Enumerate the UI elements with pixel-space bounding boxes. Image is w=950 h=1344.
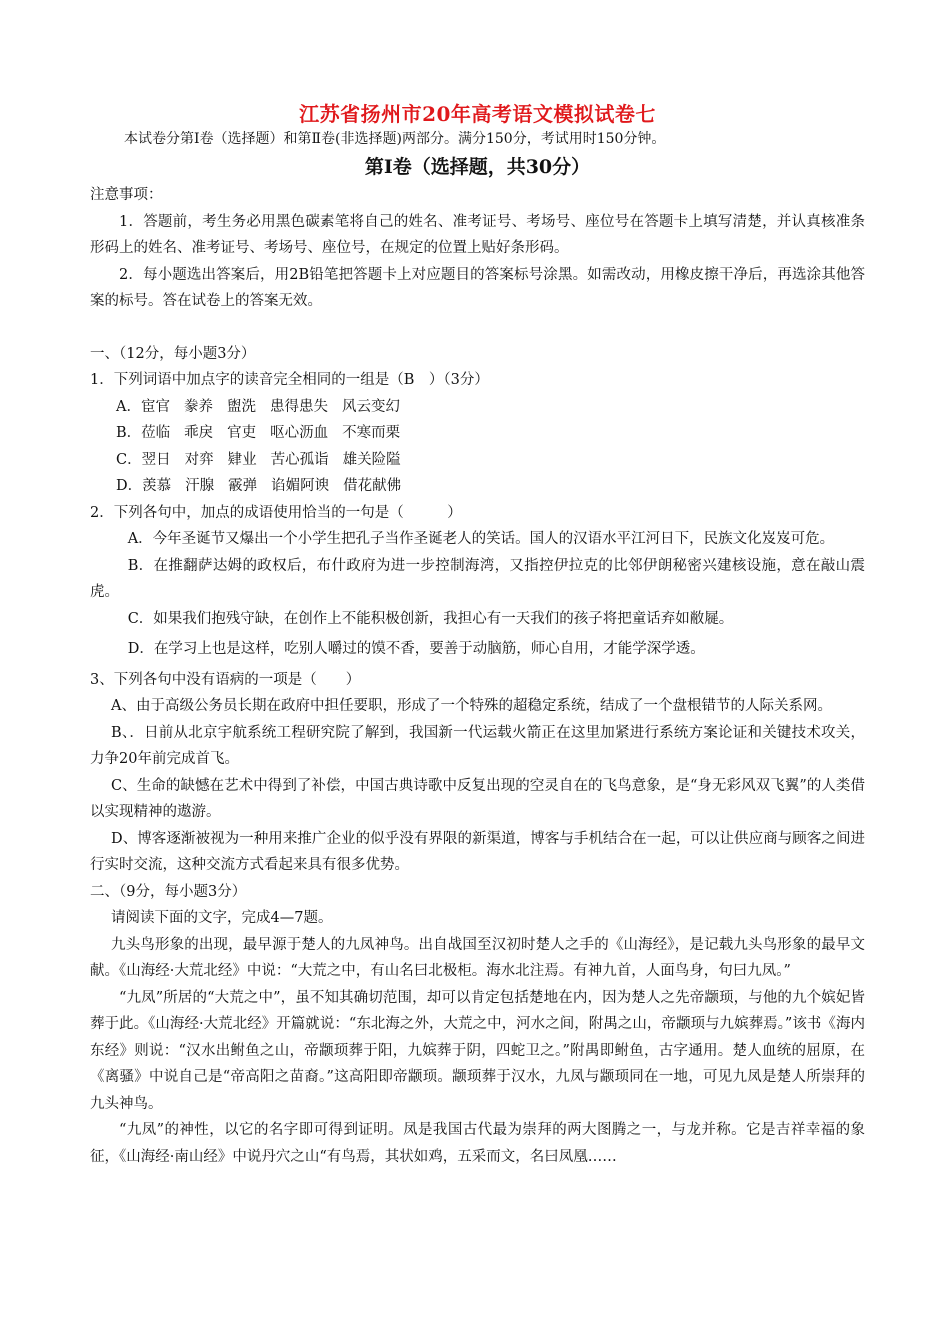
- q2-option-d: D．在学习上也是这样，吃别人嚼过的馍不香，要善于动脑筋，师心自用，才能学深学透。: [127, 641, 705, 657]
- part1-title: 第Ⅰ卷（选择题，共30分）: [364, 156, 591, 178]
- q3-option-d: D、博客逐渐被视为一种用来推广企业的似乎没有界限的新渠道，博客与手机结合在一起，可以让供应商与顾客之间进行实时交流，这种交流方式看起来具有很多优势。: [90, 830, 865, 873]
- option-word: 翌日: [141, 451, 171, 468]
- section1-heading: 一、（12分，每小题3分）: [90, 345, 256, 362]
- option-label: C．: [116, 451, 142, 468]
- option-word: 不寒而栗: [342, 425, 401, 441]
- option-word: 莅临: [141, 425, 171, 441]
- notice-heading: 注意事项：: [90, 187, 163, 203]
- option-word: 雄关险隘: [342, 451, 401, 468]
- q2-option-b: B．在推翻萨达姆的政权后，布什政府为进一步控制海湾，又指控伊拉克的比邻伊朗秘密兴建核设施，意在敲山震虎。: [90, 557, 865, 600]
- exam-page: [90, 100, 865, 1170]
- q1-option-a: [90, 394, 865, 421]
- option-word: 豢养: [183, 398, 213, 415]
- notice-item-1: 1．答题前，考生务必用黑色碳素笔将自己的姓名、准考证号、考场号、座位号在答题卡上填写清楚，并认真核准条形码上的姓名、准考证号、考场号、座位号，在规定的位置上贴好条形码。: [90, 213, 865, 256]
- exam-title: 江苏省扬州市20年高考语文模拟试卷七: [299, 102, 656, 126]
- option-word: 借花献佛: [343, 478, 402, 494]
- option-label: A．: [116, 398, 141, 415]
- q2-option-c: C．如果我们抱残守缺，在创作上不能积极创新，我担心有一天我们的孩子将把童话弃如敝屣。: [127, 610, 734, 627]
- q3-stem: 3、下列各句中没有语病的一项是（ ）: [90, 671, 361, 688]
- section2-heading: 二、（9分，每小题3分）: [90, 883, 247, 900]
- q3-option-b: B、．日前从北京宇航系统工程研究院了解到，我国新一代运载火箭正在这里加紧进行系统方案论证和关键技术攻关，力争20年前完成首飞。: [90, 724, 865, 767]
- exam-intro: 本试卷分第Ⅰ卷（选择题）和第Ⅱ卷(非选择题)两部分。满分150分，考试用时150分钟。: [124, 131, 666, 147]
- option-word: 风云变幻: [341, 398, 400, 415]
- option-word: 宦官: [140, 398, 170, 415]
- q3-option-c: C、生命的缺憾在艺术中得到了补偿，中国古典诗歌中反复出现的空灵自在的飞鸟意象，是“身无彩风双飞翼”的人类借以实现精神的遨游。: [90, 777, 865, 820]
- option-word: 患得患失: [269, 398, 328, 415]
- option-word: 对弈: [184, 451, 214, 468]
- reading-paragraph-3: “九凤”的神性，以它的名字即可得到证明。凤是我国古代最为崇拜的两大图腾之一，与龙并称。它是吉祥幸福的象征，《山海经·南山经》中说丹穴之山“有鸟焉，其状如鸡，五采而文，名曰凤凰……: [90, 1122, 865, 1165]
- q1-option-d: [90, 473, 865, 500]
- option-label: B．: [116, 425, 142, 441]
- reading-paragraph-2: “九凤”所居的“大荒之中”，虽不知其确切范围，却可以肯定包括楚地在内，因为楚人之先帝颛顼，与他的九个嫔妃皆葬于此。《山海经·大荒北经》开篇就说：“东北海之外，大荒之中，河水之间，附禺之山，帝颛顼与九嫔葬焉。”该书《海内东经》则说：“汉水出鲋鱼之山，帝颛顼葬于阳，九嫔葬于阴，四蛇卫之。”附禺即鲋鱼，古字通用。楚人血统的屈原，在《离骚》中说自己是“帝高阳之苗裔。”这高阳即帝颛顼。颛顼葬于汉水，九凤与颛顼同在一地，可见九凤是楚人所崇拜的九头神鸟。: [90, 989, 865, 1112]
- option-word: 呕心沥血: [270, 425, 329, 441]
- option-word: 谄媚阿谀: [271, 478, 330, 494]
- option-word: 羡慕: [142, 478, 172, 494]
- reading-instruction: 请阅读下面的文字，完成4—7题。: [111, 910, 333, 926]
- option-word: 肄业: [227, 451, 257, 468]
- q1-stem: 1．下列词语中加点字的读音完全相同的一组是（B ）（3分）: [90, 372, 489, 388]
- q2-option-a: A．今年圣诞节又爆出一个小学生把孔子当作圣诞老人的笑话。国人的汉语水平江河日下，民族文化岌岌可危。: [127, 531, 835, 547]
- q2-stem: 2．下列各句中，加点的成语使用恰当的一句是（ ）: [90, 504, 462, 521]
- notice-item-2: 2．每小题选出答案后，用2B铅笔把答题卡上对应题目的答案标号涂黑。如需改动，用橡皮擦干净后，再选涂其他答案的标号。答在试卷上的答案无效。: [90, 266, 865, 309]
- q3-option-a: A、由于高级公务员长期在政府中担任要职，形成了一个特殊的超稳定系统，结成了一个盘根错节的人际关系网。: [111, 698, 832, 714]
- option-word: 乖戾: [184, 425, 214, 441]
- reading-paragraph-1: 九头鸟形象的出现，最早源于楚人的九凤神鸟。出自战国至汉初时楚人之手的《山海经》，是记载九头鸟形象的最早文献。《山海经·大荒北经》中说：“大荒之中，有山名曰北极柜。海水北注焉。有神九首，人面鸟身，句曰九凤。”: [90, 936, 865, 979]
- option-label: D．: [116, 478, 143, 494]
- option-word: 盥洗: [226, 398, 256, 415]
- option-word: 苦心孤诣: [270, 451, 329, 468]
- option-word: 官吏: [227, 425, 257, 441]
- q1-option-c: [90, 447, 865, 474]
- q1-option-b: [90, 420, 865, 447]
- option-word: 霰弹: [228, 478, 258, 494]
- option-word: 汗腺: [185, 478, 215, 494]
